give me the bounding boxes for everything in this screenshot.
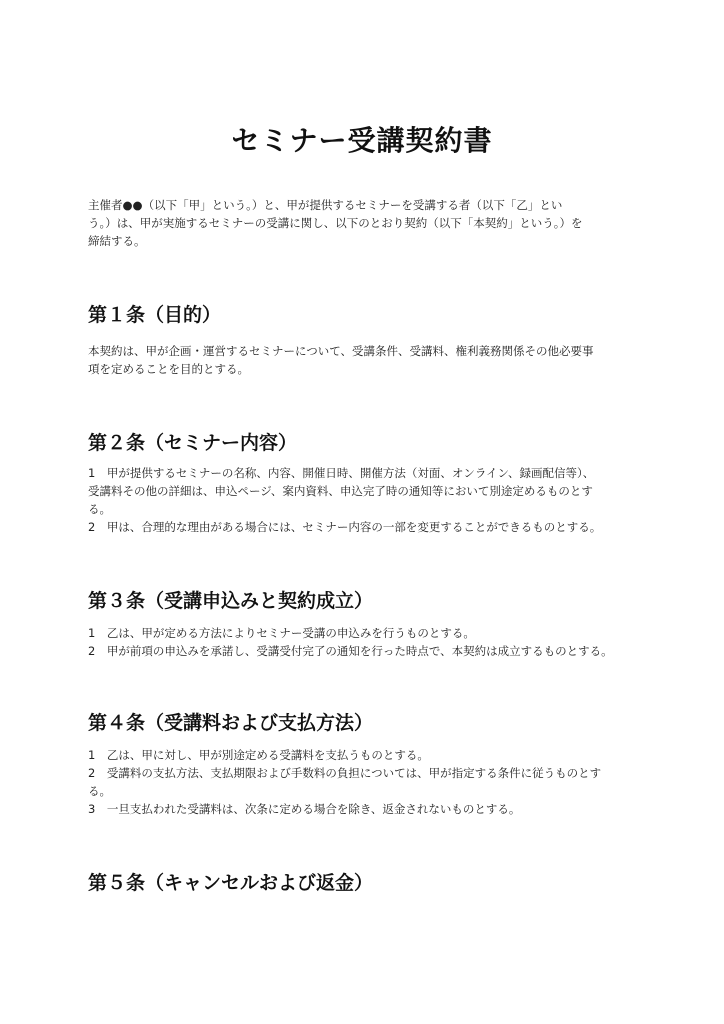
article-line: 2 甲は、合理的な理由がある場合には、セミナー内容の一部を変更することができるものとする。 [88, 520, 602, 534]
intro-line: 締結する。 [88, 234, 146, 248]
article-3-body [88, 624, 648, 660]
article-line: 項を定めることを目的とする。 [88, 362, 249, 376]
article-2-heading: 第２条（セミナー内容） [88, 432, 298, 454]
article-line: 受講料その他の詳細は、申込ページ、案内資料、申込完了時の通知等において別途定めるものとす [88, 484, 593, 498]
document-title: セミナー受講契約書 [231, 124, 493, 157]
article-line: 3 一旦支払われた受講料は、次条に定める場合を除き、返金されないものとする。 [88, 802, 521, 816]
article-4-body [88, 746, 648, 818]
article-2-body [88, 464, 648, 536]
intro-line: 主催者●●（以下「甲」という。）と、甲が提供するセミナーを受講する者（以下「乙」とい [88, 198, 563, 212]
article-line: る。 [88, 784, 111, 798]
article-3-heading: 第３条（受講申込みと契約成立） [88, 590, 374, 612]
article-5-heading: 第５条（キャンセルおよび返金） [88, 872, 374, 894]
article-line: 本契約は、甲が企画・運営するセミナーについて、受講条件、受講料、権利義務関係その他必要事 [88, 344, 594, 358]
article-line: 1 甲が提供するセミナーの名称、内容、開催日時、開催方法（対面、オンライン、録画配信等）、 [88, 466, 595, 480]
article-line: 2 受講料の支払方法、支払期限および手数料の負担については、甲が指定する条件に従うものとす [88, 766, 602, 780]
article-1-heading: 第１条（目的） [88, 304, 222, 326]
article-1-body [88, 342, 648, 378]
intro-line: う。）は、甲が実施するセミナーの受講に関し、以下のとおり契約（以下「本契約」という。）を [88, 216, 583, 230]
article-line: る。 [88, 502, 111, 516]
intro-paragraph [88, 196, 648, 250]
article-4-heading: 第４条（受講料および支払方法） [88, 712, 374, 734]
article-line: 1 乙は、甲が定める方法によりセミナー受講の申込みを行うものとする。 [88, 626, 475, 640]
article-line: 1 乙は、甲に対し、甲が別途定める受講料を支払うものとする。 [88, 748, 429, 762]
article-line: 2 甲が前項の申込みを承諾し、受講受付完了の通知を行った時点で、本契約は成立するものとする。 [88, 644, 613, 658]
